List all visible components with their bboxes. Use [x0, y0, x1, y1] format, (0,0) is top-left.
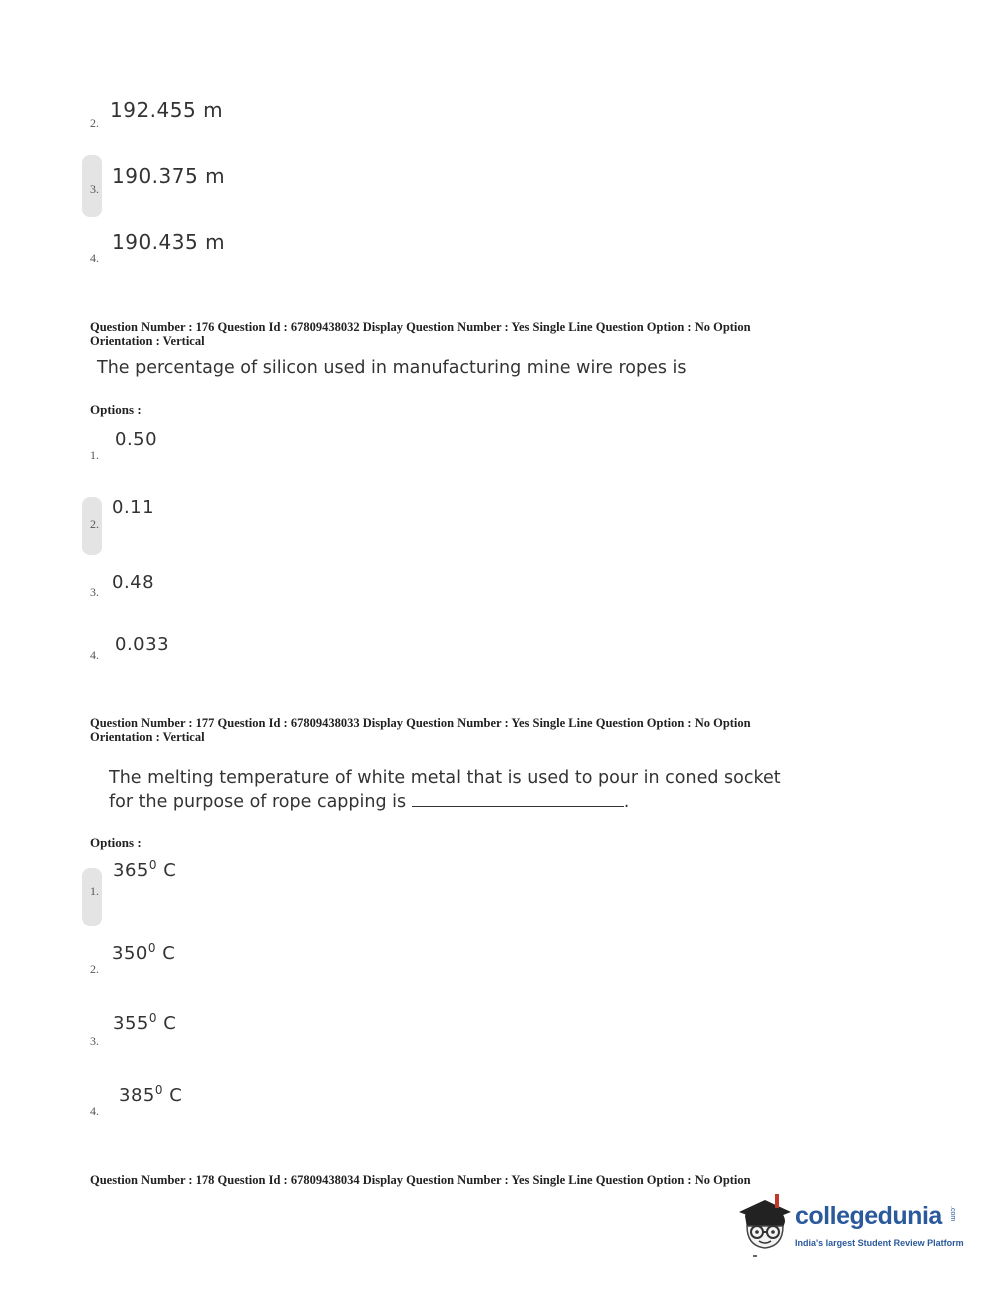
option-unit: C: [156, 943, 176, 964]
options-label: Options :: [90, 402, 142, 417]
option-number: 4.: [90, 648, 99, 662]
question-line: [109, 790, 781, 814]
option-text: [113, 1011, 176, 1034]
option-number: 4.: [90, 251, 99, 265]
option-text: 192.455 m: [110, 98, 224, 122]
option-number: 3.: [90, 585, 99, 599]
logo-domain: .com: [949, 1206, 956, 1222]
option-number: 3.: [90, 182, 99, 196]
degree-mark: 0: [148, 1011, 157, 1025]
question-meta-line: Question Number : 178 Question Id : 67809438034 Display Question Number : Yes Single Line Question Option : No Option: [90, 1173, 751, 1187]
option-text: 190.375 m: [112, 164, 226, 188]
option-number: 4.: [90, 1104, 99, 1118]
mascot-icon: [735, 1190, 795, 1260]
question-178-meta: [90, 1173, 890, 1187]
option-number: 2.: [90, 517, 99, 531]
question-176-text: The percentage of silicon used in manufacturing mine wire ropes is: [97, 358, 687, 378]
option-value: 350: [112, 943, 148, 964]
option-text: 0.48: [112, 572, 155, 593]
option-number: 1.: [90, 884, 99, 898]
option-number: 2.: [90, 962, 99, 976]
option-unit: C: [157, 1013, 177, 1034]
question-line-text: for the purpose of rope capping is: [109, 792, 407, 812]
option-text: 0.50: [115, 429, 158, 450]
question-orientation: Orientation : Vertical: [90, 730, 205, 744]
answer-blank: [412, 790, 624, 807]
option-value: 385: [119, 1085, 155, 1106]
degree-mark: 0: [154, 1083, 163, 1097]
option-text: [112, 941, 175, 964]
option-text: 0.033: [115, 634, 170, 655]
option-text: 0.11: [112, 497, 155, 518]
option-value: 355: [113, 1013, 149, 1034]
option-text: 190.435 m: [112, 230, 226, 254]
logo-wordmark: collegedunia: [795, 1202, 942, 1230]
degree-mark: 0: [148, 858, 157, 872]
option-number: 2.: [90, 116, 99, 130]
option-number: 3.: [90, 1034, 99, 1048]
question-line: The melting temperature of white metal that is used to pour in coned socket: [109, 768, 781, 788]
question-orientation: Orientation : Vertical: [90, 334, 205, 348]
option-unit: C: [157, 860, 177, 881]
question-177-text: [109, 766, 781, 814]
option-text: [119, 1083, 182, 1106]
question-177-meta: [90, 716, 890, 744]
options-label: Options :: [90, 835, 142, 850]
collegedunia-logo: [735, 1190, 965, 1260]
question-meta-line: Question Number : 176 Question Id : 67809438032 Display Question Number : Yes Single Line Question Option : No Option: [90, 320, 751, 334]
logo-tagline: India's largest Student Review Platform: [795, 1238, 964, 1248]
option-value: 365: [113, 860, 149, 881]
option-number: 1.: [90, 448, 99, 462]
option-text: [113, 858, 176, 881]
question-meta-line: Question Number : 177 Question Id : 67809438033 Display Question Number : Yes Single Line Question Option : No Option: [90, 716, 751, 730]
question-end-punct: .: [623, 792, 630, 812]
degree-mark: 0: [147, 941, 156, 955]
question-176-meta: [90, 320, 890, 348]
option-unit: C: [163, 1085, 183, 1106]
